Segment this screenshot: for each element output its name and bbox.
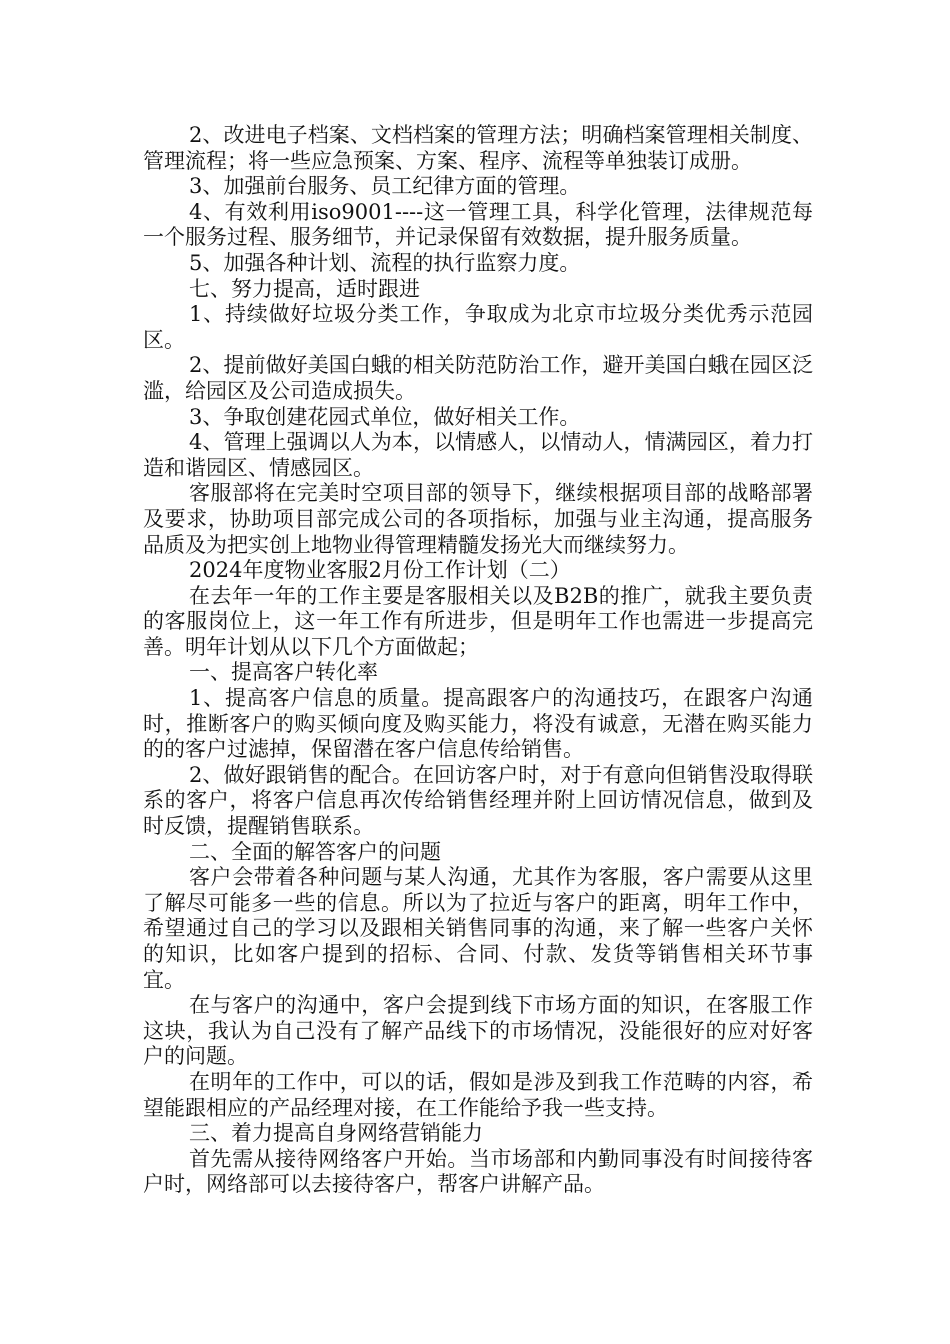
section-heading-2: 二、全面的解答客户的问题 — [189, 839, 441, 864]
closing-paragraph: 客服部将在完美时空项目部的领导下，继续根据项目部的战略部署及要求，协助项目部完成公司的各项指标，加强与业主沟通，提高服务品质及为把实创上地物业得管理精髓发扬光大而继续努力。 — [143, 481, 813, 557]
paragraph-item-7-1: 1、持续做好垃圾分类工作，争取成为北京市垃圾分类优秀示范园区。 — [143, 302, 813, 352]
paragraph-item-7-3: 3、争取创建花园式单位，做好相关工作。 — [189, 404, 581, 429]
body-paragraph: 首先需从接待网络客户开始。当市场部和内勤同事没有时间接待客户时，网络部可以去接待客户，帮客户讲解产品。 — [143, 1146, 813, 1197]
body-paragraph: 在明年的工作中，可以的话，假如是涉及到我工作范畴的内容，希望能跟相应的产品经理对接，在工作能给予我一些支持。 — [143, 1069, 813, 1120]
intro-paragraph: 在去年一年的工作主要是客服相关以及B2B的推广，就我主要负责的客服岗位上，这一年工作有所进步，但是明年工作也需进一步提高完善。明年计划从以下几个方面做起； — [143, 583, 813, 659]
section-heading-3: 三、着力提高自身网络营销能力 — [189, 1121, 483, 1146]
paragraph-item-2: 2、改进电子档案、文档档案的管理方法；明确档案管理相关制度、管理流程；将一些应急预案、方案、程序、流程等单独装订成册。 — [143, 123, 813, 173]
paragraph-item-1-2: 2、做好跟销售的配合。在回访客户时，对于有意向但销售没取得联系的客户，将客户信息再次传给销售经理并附上回访情况信息，做到及时反馈，提醒销售联系。 — [143, 762, 813, 839]
paragraph-item-7-2: 2、提前做好美国白蛾的相关防范防治工作，避开美国白蛾在园区泛滥，给园区及公司造成损失。 — [143, 353, 813, 403]
paragraph-item-7-4: 4、管理上强调以人为本，以情感人，以情动人，情满园区，着力打造和谐园区、情感园区。 — [143, 430, 813, 480]
section-heading-1: 一、提高客户转化率 — [189, 660, 378, 685]
document-title: 2024年度物业客服2月份工作计划（二） — [189, 558, 571, 583]
body-paragraph: 在与客户的沟通中，客户会提到线下市场方面的知识，在客服工作这块，我认为自己没有了解产品线下的市场情况，没能很好的应对好客户的问题。 — [143, 993, 813, 1069]
document-body — [143, 123, 813, 1198]
body-paragraph: 客户会带着各种问题与某人沟通，尤其作为客服，客户需要从这里了解尽可能多一些的信息。所以为了拉近与客户的距离，明年工作中，希望通过自己的学习以及跟相关销售同事的沟通，来了解一些客户关怀的知识，比如客户提到的招标、合同、付款、发货等销售相关环节事宜。 — [143, 865, 813, 992]
section-heading-7: 七、努力提高，适时跟进 — [189, 276, 420, 301]
paragraph-item-5: 5、加强各种计划、流程的执行监察力度。 — [189, 250, 581, 275]
paragraph-item-4: 4、有效利用iso9001----这一管理工具，科学化管理，法律规范每一个服务过程、服务细节，并记录保留有效数据，提升服务质量。 — [143, 199, 813, 250]
paragraph-item-1-1: 1、提高客户信息的质量。提高跟客户的沟通技巧，在跟客户沟通时，推断客户的购买倾向度及购买能力，将没有诚意，无潜在购买能力的的客户过滤掉，保留潜在客户信息传给销售。 — [143, 686, 813, 762]
paragraph-item-3: 3、加强前台服务、员工纪律方面的管理。 — [189, 174, 581, 199]
